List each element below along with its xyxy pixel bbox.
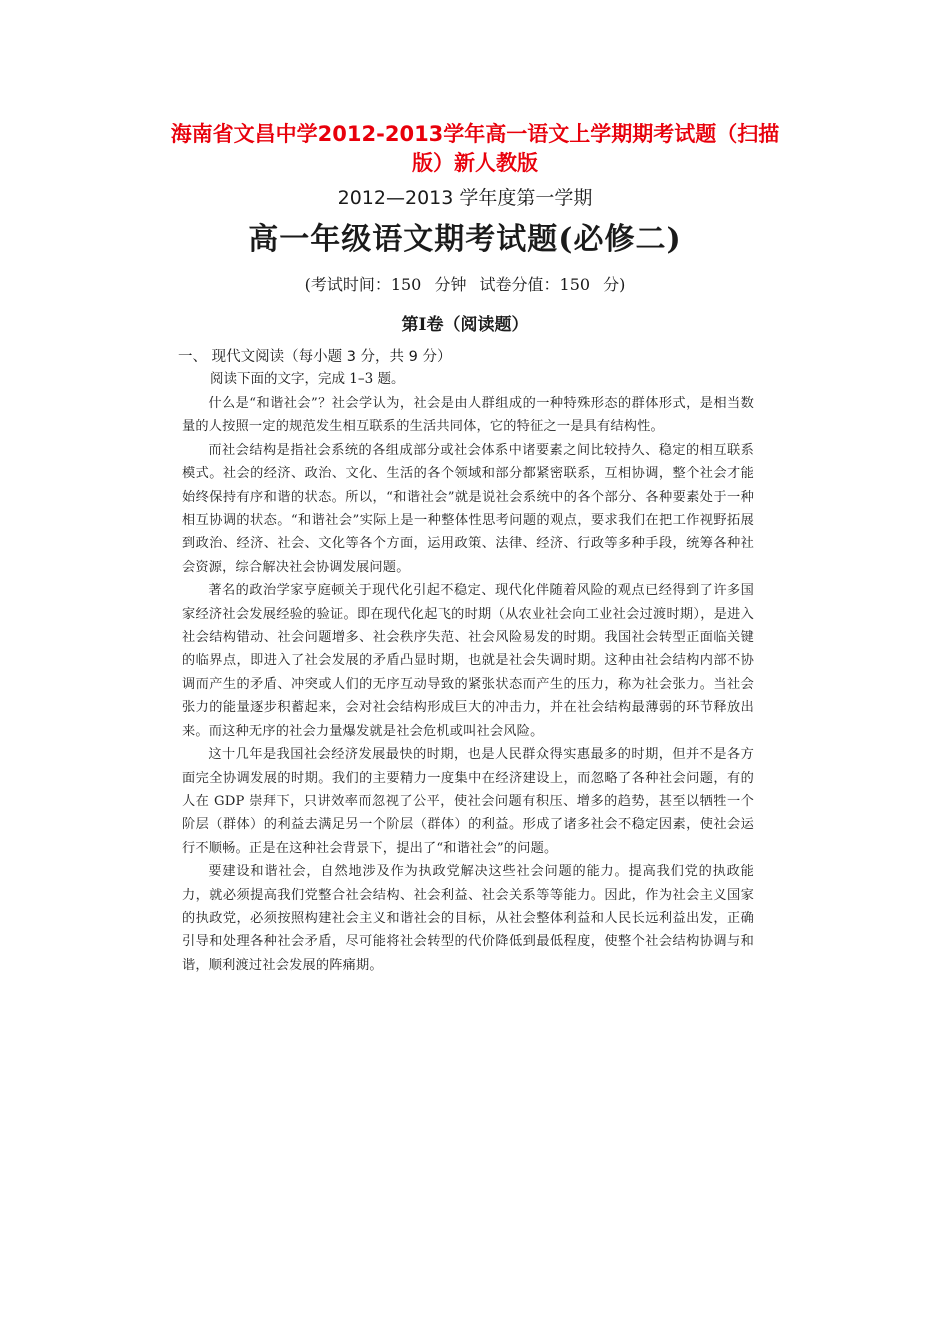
passage-paragraph: 什么是“和谐社会”？社会学认为，社会是由人群组成的一种特殊形态的群体形式，是相当数量的人按照一定的规范发生相互联系的生活共同体，它的特征之一是具有结构性。: [182, 396, 754, 435]
document-title-line-1: 海南省文昌中学2012-2013学年高一语文上学期期考试题（扫描: [170, 122, 780, 146]
scanned-exam-page: [170, 180, 760, 1020]
passage-paragraph: 著名的政治学家亨庭顿关于现代化引起不稳定、现代化伴随着风险的观点已经得到了许多国家经济社会发展经验的验证。即在现代化起飞的时期（从农业社会向工业社会过渡时期），是进入社会结构错动、社会问题增多、社会秩序失范、社会风险易发的时期。我国社会转型正面临关键的临界点，即进入了社会发展的矛盾凸显时期，也就是社会失调时期。这种由社会结构内部不协调而产生的矛盾、冲突或人们的无序互动导致的紧张状态而产生的压力，称为社会张力。当社会张力的能量逐步积蓄起来，会对社会结构形成巨大的冲击力，并在社会结构最薄弱的环节释放出来。而这种无序的社会力量爆发就是社会危机或叫社会风险。: [182, 583, 754, 739]
exam-year-line: 2012—2013 学年度第一学期: [337, 187, 593, 209]
exam-time-and-score: (考试时间：150 分钟 试卷分值：150 分): [304, 275, 626, 294]
passage-paragraph: 这十几年是我国社会经济发展最快的时期，也是人民群众得实惠最多的时期，但并不是各方面完全协调发展的时期。我们的主要精力一度集中在经济建设上，而忽略了各种社会问题，有的人在 GDP 崇拜下，只讲效率而忽视了公平，使社会问题有积压、增多的趋势，甚至以牺牲一个阶层（群体）的利益去满足另一个阶层（群体）的利益。形成了诸多社会不稳定因素，使社会运行不顺畅。正是在这种社会背景下，提出了“和谐社会”的问题。: [182, 747, 754, 856]
reading-instruction: 阅读下面的文字，完成 1–3 题。: [210, 371, 405, 387]
exam-title: 高一年级语文期考试题(必修二): [248, 222, 682, 257]
passage-paragraph: 要建设和谐社会，自然地涉及作为执政党解决这些社会问题的能力。提高我们党的执政能力，就必须提高我们党整合社会结构、社会利益、社会关系等等能力。因此，作为社会主义国家的执政党，必须按照构建社会主义和谐社会的目标，从社会整体利益和人民长远利益出发，正确引导和处理各种社会矛盾，尽可能将社会转型的代价降低到最低程度，使整个社会结构协调与和谐，顺利渡过社会发展的阵痛期。: [182, 864, 754, 973]
volume-title: 第Ⅰ卷（阅读题）: [401, 315, 529, 335]
document-header: [150, 120, 800, 178]
document-title-line-2: 版）新人教版: [412, 151, 538, 175]
reading-passage: [182, 392, 754, 977]
section-heading: 一、 现代文阅读（每小题 3 分，共 9 分）: [178, 349, 452, 365]
passage-paragraph: 而社会结构是指社会系统的各组成部分或社会体系中诸要素之间比较持久、稳定的相互联系模式。社会的经济、政治、文化、生活的各个领域和部分都紧密联系，互相协调，整个社会才能始终保持有序和谐的状态。所以，“和谐社会”就是说社会系统中的各个部分、各种要素处于一种相互协调的状态。“和谐社会”实际上是一种整体性思考问题的观点，要求我们在把工作视野拓展到政治、经济、社会、文化等各个方面，运用政策、法律、经济、行政等多种手段，统筹各种社会资源，综合解决社会协调发展问题。: [182, 442, 754, 575]
